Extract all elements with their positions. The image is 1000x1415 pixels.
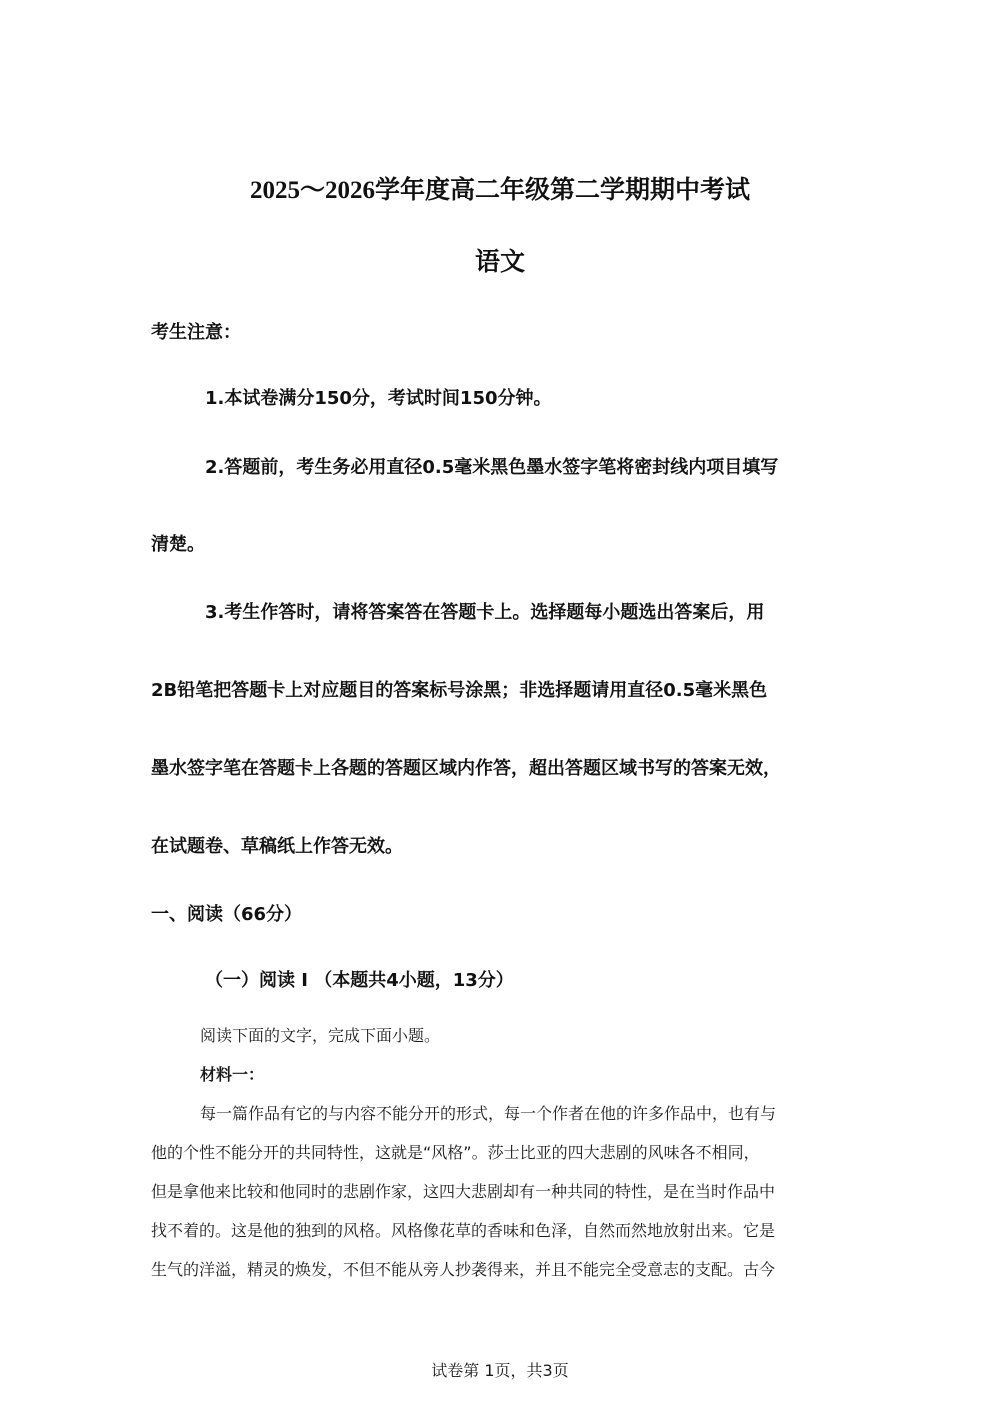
reading-instruction: 阅读下面的文字，完成下面小题。 — [200, 1026, 441, 1045]
notice-item-3-line-4: 在试题卷、草稿纸上作答无效。 — [151, 836, 403, 857]
notice-item-3-line-3: 墨水签字笔在答题卡上各题的答题区域内作答，超出答题区域书写的答案无效， — [151, 758, 781, 779]
exam-title: 2025～2026学年度高二年级第二学期期中考试 — [249, 177, 750, 204]
notice-item-3-line-1: 3.考生作答时，请将答案答在答题卡上。选择题每小题选出答案后，用 — [205, 602, 765, 623]
notice-item-2-line-1: 2.答题前，考生务必用直径0.5毫米黑色墨水签字笔将密封线内项目填写 — [205, 457, 779, 478]
passage-line-4: 找不着的。这是他的独到的风格。风格像花草的香味和色泽，自然而然地放射出来。它是 — [151, 1221, 776, 1240]
passage-line-5: 生气的洋溢，精灵的焕发，不但不能从旁人抄袭得来，并且不能完全受意志的支配。古今 — [151, 1260, 776, 1279]
passage-line-2: 他的个性不能分开的共同特性，这就是“风格”。莎士比亚的四大悲剧的风味各不相同， — [151, 1143, 760, 1162]
passage-line-3: 但是拿他来比较和他同时的悲剧作家，这四大悲剧却有一种共同的特性，是在当时作品中 — [151, 1182, 776, 1201]
notice-item-3-line-2: 2B铅笔把答题卡上对应题目的答案标号涂黑；非选择题请用直径0.5毫米黑色 — [151, 680, 768, 701]
notice-item-1: 1.本试卷满分150分，考试时间150分钟。 — [205, 388, 552, 409]
passage-line-1: 每一篇作品有它的与内容不能分开的形式，每一个作者在他的许多作品中，也有与 — [200, 1104, 777, 1123]
section-heading: 一、阅读（66分） — [151, 904, 303, 925]
page-footer: 试卷第 1页，共3页 — [431, 1361, 569, 1380]
section-subheading: （一）阅读 I （本题共4小题，13分） — [205, 970, 514, 991]
material-label: 材料一： — [200, 1065, 265, 1084]
notice-heading: 考生注意： — [151, 322, 241, 343]
notice-item-2-line-2: 清楚。 — [151, 534, 205, 555]
subject-title: 语文 — [474, 247, 525, 276]
